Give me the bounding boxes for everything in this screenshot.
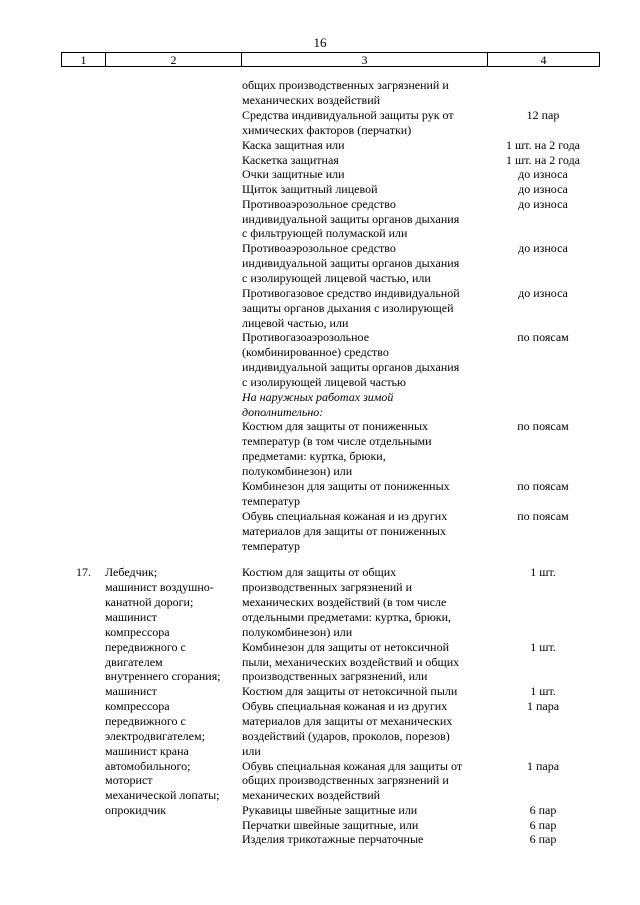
- profession-line: машинист воздушно-: [105, 580, 214, 594]
- ppe-line: Комбинезон для защиты от нетоксичной: [242, 640, 450, 654]
- issue-norm: 1 пара: [526, 699, 560, 713]
- profession-line: опрокидчик: [105, 803, 167, 817]
- issue-norm: 1 шт.: [530, 640, 556, 654]
- ppe-line: механических воздействий: [242, 788, 381, 802]
- profession-line: машинист: [105, 610, 157, 624]
- ppe-line: Средства индивидуальной защиты рук от: [242, 108, 454, 122]
- ppe-line: Перчатки швейные защитные, или: [242, 818, 419, 832]
- ppe-line: материалов для защиты от механических: [242, 714, 453, 728]
- profession-line: двигателем: [105, 655, 163, 669]
- ppe-line: Щиток защитный лицевой: [242, 182, 378, 196]
- column-header-2: 2: [106, 53, 242, 67]
- ppe-line: индивидуальной защиты органов дыхания: [242, 256, 460, 270]
- issue-norm: 1 шт.: [530, 684, 556, 698]
- ppe-line: предметами: куртка, брюки,: [242, 449, 386, 463]
- profession-line: канатной дороги;: [105, 595, 194, 609]
- ppe-line: Противоаэрозольное средство: [242, 197, 396, 211]
- profession-line: машинист: [105, 684, 157, 698]
- ppe-line: (комбинированное) средство: [242, 345, 389, 359]
- ppe-line: Обувь специальная кожаная и из других: [242, 699, 448, 713]
- issue-norm: 12 пар: [526, 108, 560, 122]
- issue-norm: 1 шт. на 2 года: [505, 153, 581, 167]
- ppe-line: воздействий (ударов, проколов, порезов): [242, 729, 450, 743]
- ppe-line: механических воздействий (в том числе: [242, 595, 447, 609]
- ppe-line: общих производственных загрязнений и: [242, 78, 449, 92]
- issue-norm: 1 шт.: [530, 565, 556, 579]
- ppe-line: индивидуальной защиты органов дыхания: [242, 360, 460, 374]
- ppe-line: Противогазоаэрозольное: [242, 330, 370, 344]
- ppe-line: общих производственных загрязнений и: [242, 773, 449, 787]
- issue-norm: 6 пар: [529, 803, 557, 817]
- column-header-table: [61, 52, 600, 67]
- issue-norm: до износа: [518, 167, 568, 181]
- row-number: 17.: [76, 565, 91, 579]
- issue-norm: 1 шт. на 2 года: [505, 138, 581, 152]
- ppe-line: или: [242, 744, 261, 758]
- ppe-line: Очки защитные или: [242, 167, 345, 181]
- ppe-line: с изолирующей лицевой частью: [242, 375, 406, 389]
- ppe-line: полукомбинезон) или: [242, 464, 353, 478]
- issue-norm: 1 пара: [526, 759, 560, 773]
- issue-norm: 6 пар: [529, 832, 557, 846]
- ppe-line: лицевой частью, или: [242, 316, 349, 330]
- ppe-line: химических факторов (перчатки): [242, 123, 412, 137]
- profession-line: электродвигателем;: [105, 729, 205, 743]
- profession-line: машинист крана: [105, 744, 189, 758]
- ppe-line: Комбинезон для защиты от пониженных: [242, 479, 450, 493]
- issue-norm: по поясам: [517, 479, 569, 493]
- profession-line: внутреннего сгорания;: [105, 669, 221, 683]
- ppe-line: Противогазовое средство индивидуальной: [242, 286, 460, 300]
- ppe-line: Обувь специальная кожаная для защиты от: [242, 759, 463, 773]
- ppe-line: Рукавицы швейные защитные или: [242, 803, 418, 817]
- ppe-line: с фильтрующей полумаской или: [242, 226, 408, 240]
- profession-line: моторист: [105, 773, 153, 787]
- ppe-line: механических воздействий: [242, 93, 381, 107]
- profession-line: автомобильного;: [105, 759, 191, 773]
- ppe-line: отдельными предметами: куртка, брюки,: [242, 610, 452, 624]
- issue-norm: по поясам: [517, 419, 569, 433]
- ppe-line: температур: [242, 539, 301, 553]
- ppe-line: Костюм для защиты от общих: [242, 565, 397, 579]
- ppe-line: с изолирующей лицевой частью, или: [242, 271, 431, 285]
- ppe-line: защиты органов дыхания с изолирующей: [242, 301, 454, 315]
- ppe-line: пыли, механических воздействий и общих: [242, 655, 460, 669]
- ppe-line: производственных загрязнений, или: [242, 669, 428, 683]
- column-header-4: 4: [488, 53, 600, 67]
- profession-line: передвижного с: [105, 714, 186, 728]
- page-number: 16: [313, 35, 327, 50]
- ppe-line: Костюм для защиты от нетоксичной пыли: [242, 684, 458, 698]
- issue-norm: до износа: [518, 182, 568, 196]
- ppe-line: температур: [242, 494, 301, 508]
- ppe-note-line: дополнительно:: [242, 405, 324, 419]
- ppe-note-line: На наружных работах зимой: [242, 390, 394, 404]
- ppe-line: Противоаэрозольное средство: [242, 241, 396, 255]
- issue-norm: до износа: [518, 241, 568, 255]
- ppe-line: индивидуальной защиты органов дыхания: [242, 212, 460, 226]
- issue-norm: до износа: [518, 286, 568, 300]
- profession-line: механической лопаты;: [105, 788, 220, 802]
- issue-norm: по поясам: [517, 509, 569, 523]
- ppe-line: Костюм для защиты от пониженных: [242, 419, 429, 433]
- ppe-line: полукомбинезон) или: [242, 625, 353, 639]
- column-header-1: 1: [62, 53, 106, 67]
- issue-norm: 6 пар: [529, 818, 557, 832]
- profession-line: компрессора: [105, 699, 170, 713]
- ppe-line: Обувь специальная кожаная и из других: [242, 509, 448, 523]
- issue-norm: по поясам: [517, 330, 569, 344]
- ppe-line: Изделия трикотажные перчаточные: [242, 832, 424, 846]
- ppe-line: Каскетка защитная: [242, 153, 339, 167]
- ppe-line: производственных загрязнений и: [242, 580, 413, 594]
- ppe-line: материалов для защиты от пониженных: [242, 524, 446, 538]
- ppe-line: Каска защитная или: [242, 138, 345, 152]
- ppe-line: температур (в том числе отдельными: [242, 434, 432, 448]
- profession-line: компрессора: [105, 625, 170, 639]
- profession-line: передвижного с: [105, 640, 186, 654]
- issue-norm: до износа: [518, 197, 568, 211]
- profession-line: Лебедчик;: [105, 565, 158, 579]
- column-header-3: 3: [242, 53, 488, 67]
